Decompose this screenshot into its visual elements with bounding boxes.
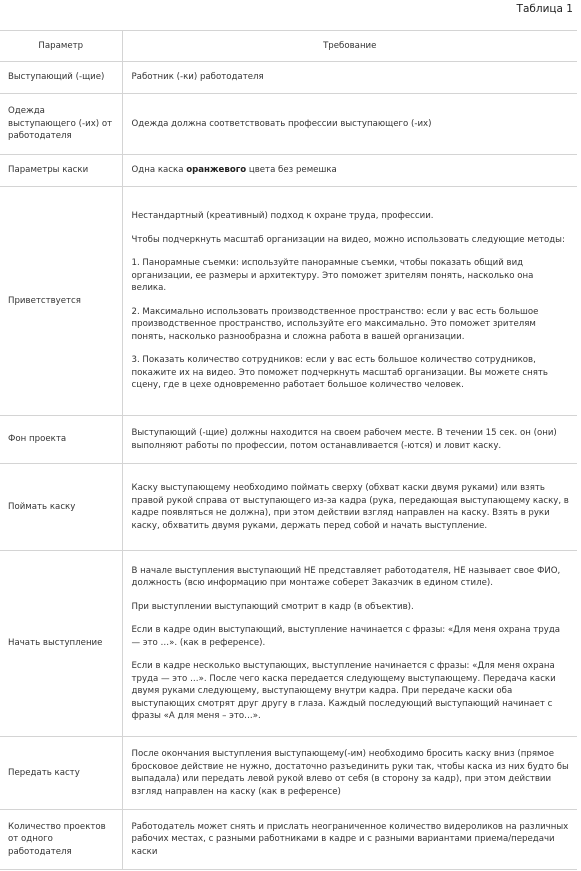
row-parameter: Передать касту [0,737,122,810]
row-parameter: Одежда выступающего (-их) от работодателя [0,94,122,155]
table-row [0,737,577,810]
table-row [0,416,577,464]
row-parameter: Выступающий (-щие) [0,62,122,94]
row-requirement: В начале выступления выступающий НЕ представляет работодателя, НЕ называет свое ФИО, должность (всю информацию при монтаже соберет Заказчик в едином стиле). При выступлении выступающий смотрит в кадр (в объектив). Если в кадре один выступающий, выступление начинается с фразы: «Для меня охрана труда — это …». (как в референсе). Если в кадре несколько выступающих, выступление начинается с фразы: «Для меня охрана труда — это …». После чего каска передается следующему выступающему. Передача каски двумя руками следующему, выступающему внутри кадра. При передаче каски оба выступающих смотрят друг другу в глаза. Каждый последующий выступающий начинает с фразы «А для меня – это…». [122,551,577,737]
table-caption: Таблица 1 [516,3,573,15]
table-row [0,810,577,870]
row-parameter: Количество проектов от одного работодателя [0,810,122,870]
row-parameter: Параметры каски [0,155,122,187]
requirements-table [0,30,577,870]
table-row [0,155,577,187]
row-parameter: Поймать каску [0,464,122,551]
row-requirement: Работник (-ки) работодателя [122,62,577,94]
header-parameter: Параметр [0,31,122,62]
table-header-row [0,31,577,62]
helmet-color-highlight: оранжевого [186,165,247,176]
table-row [0,94,577,155]
table-row [0,62,577,94]
row-parameter: Приветствуется [0,187,122,416]
row-requirement: Нестандартный (креативный) подход к охране труда, профессии. Чтобы подчеркнуть масштаб организации на видео, можно использовать следующие методы: 1. Панорамные съемки: используйте панорамные съемки, чтобы показать общий вид организации, ее размеры и архитектуру. Это поможет зрителям понять, насколько она велика. 2. Максимально использовать производственное пространство: если у вас есть большое производственное пространство, используйте его максимально. Это поможет зрителям понять, насколько разнообразна и сложна работа в вашей организации. 3. Показать количество сотрудников: если у вас есть большое количество сотрудников, покажите их на видео. Это поможет подчеркнуть масштаб организации. Вы можете снять сцену, где в цехе одновременно работает большое количество человек. [122,187,577,416]
row-requirement: Одежда должна соответствовать профессии выступающего (-их) [122,94,577,155]
table-row [0,187,577,416]
header-requirement: Требование [122,31,577,62]
row-requirement: Каску выступающему необходимо поймать сверху (обхват каски двумя руками) или взять правой рукой справа от выступающего из-за кадра (рука, передающая выступающему каску, в кадре появляться не должна), при этом действии взгляд направлен на каску. Взять в руки каску, обхватить двумя руками, держать перед собой и начать выступление. [122,464,577,551]
row-requirement: Работодатель может снять и прислать неограниченное количество видероликов на различных рабочих местах, с разными работниками в кадре и с разными вариантами приема/передачи каски [122,810,577,870]
row-requirement: После окончания выступления выступающему(-им) необходимо бросить каску вниз (прямое бросковое действие не нужно, достаточно разъединить руки так, чтобы каска из них будто бы выпадала) или передать левой рукой влево от себя (в сторону за кадр), при этом действии взгляд направлен на каску (как в референсе) [122,737,577,810]
table-row [0,464,577,551]
row-parameter: Начать выступление [0,551,122,737]
row-parameter: Фон проекта [0,416,122,464]
row-requirement: Выступающий (-щие) должны находится на своем рабочем месте. В течении 15 сек. он (они) выполняют работы по профессии, потом останавливается (-ются) и ловит каску. [122,416,577,464]
table-row [0,551,577,737]
row-requirement: Одна каска оранжевого цвета без ремешка [122,155,577,187]
